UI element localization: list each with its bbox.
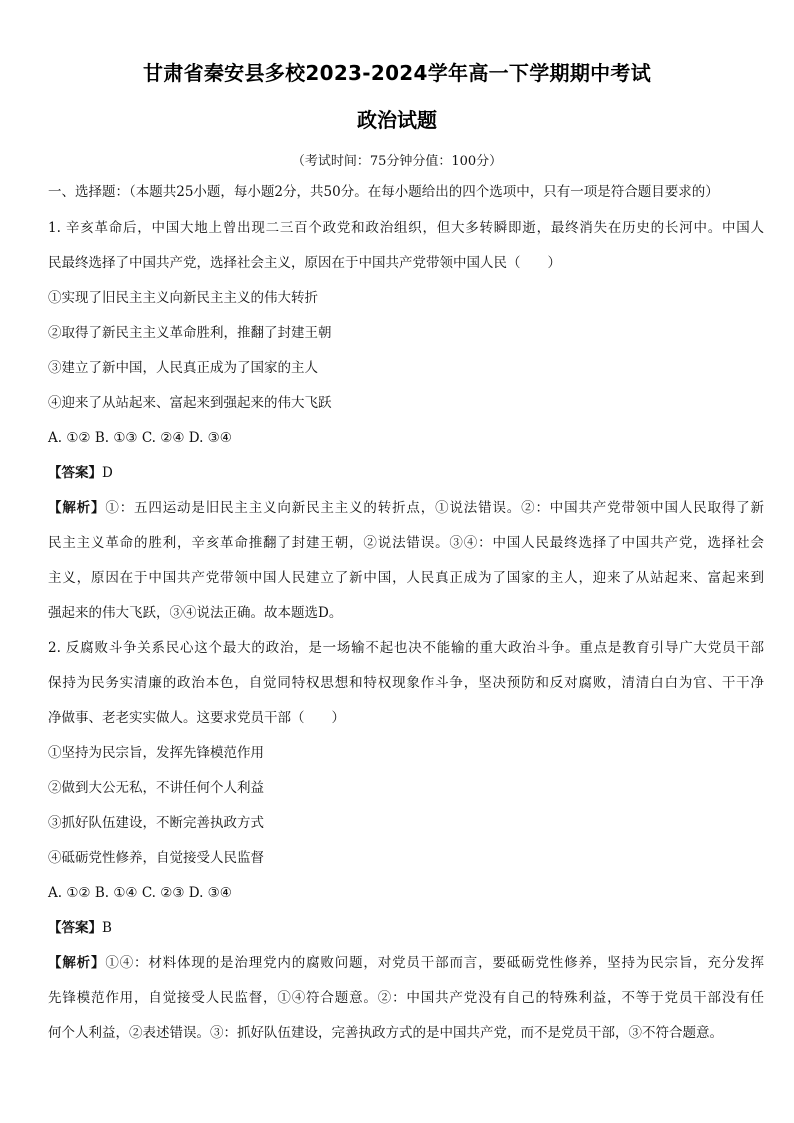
q1-stem-line: 民最终选择了中国共产党，选择社会主义，原因在于中国共产党带领中国人民（ ） <box>48 255 561 271</box>
exam-subtitle: 政治试题 <box>357 108 437 132</box>
q1-analysis-line: 民主主义革命的胜利，辛亥革命推翻了封建王朝，②说法错误。③④：中国人民最终选择了中国共产党，选择社会 <box>48 535 764 551</box>
exam-title: 甘肃省秦安县多校2023-2024学年高一下学期期中考试 <box>142 61 652 85</box>
q1-stem-line: 1. 辛亥革命后，中国大地上曾出现二三百个政党和政治组织，但大多转瞬即逝，最终消失在历史的长河中。中国人 <box>48 220 764 236</box>
q1-analysis-line: 主义，原因在于中国共产党带领中国人民建立了新中国，人民真正成为了国家的主人，迎来了从站起来、富起来到 <box>48 570 764 586</box>
q2-stem-line: 保持为民务实清廉的政治本色，自觉同特权思想和特权现象作斗争，坚决预防和反对腐败，清清白白为官、干干净 <box>48 675 764 691</box>
q1-choices: A. ①② B. ①③ C. ②④ D. ③④ <box>48 430 232 446</box>
q2-option: ②做到大公无私，不讲任何个人利益 <box>48 780 264 796</box>
section-heading: 一、选择题：（本题共25小题，每小题2分，共50分。在每小题给出的四个选项中，只有一项是符合题目要求的） <box>48 184 719 200</box>
q1-option: ③建立了新中国，人民真正成为了国家的主人 <box>48 360 318 376</box>
q1-analysis-line: 强起来的伟大飞跃，③④说法正确。故本题选D。 <box>48 605 343 621</box>
answer-label: 【答案】 <box>48 465 102 481</box>
q1-option: ④迎来了从站起来、富起来到强起来的伟大飞跃 <box>48 395 332 411</box>
answer-value: B <box>102 920 112 936</box>
analysis-text: ①：五四运动是旧民主主义向新民主主义的转折点，①说法错误。②：中国共产党带领中国人民取得了新 <box>105 500 765 516</box>
q2-option: ④砥砺党性修养，自觉接受人民监督 <box>48 850 264 866</box>
q1-option: ①实现了旧民主主义向新民主主义的伟大转折 <box>48 290 318 306</box>
q2-analysis-line: 何个人利益，②表述错误。③：抓好队伍建设，完善执政方式的是中国共产党，而不是党员干部，③不符合题意。 <box>48 1025 723 1041</box>
q2-choices: A. ①② B. ①④ C. ②③ D. ③④ <box>48 885 232 901</box>
q1-option: ②取得了新民主主义革命胜利，推翻了封建王朝 <box>48 325 332 341</box>
analysis-label: 【解析】 <box>48 955 106 971</box>
q2-option: ③抓好队伍建设，不断完善执政方式 <box>48 815 264 831</box>
q2-option: ①坚持为民宗旨，发挥先锋模范作用 <box>48 745 264 761</box>
q1-answer <box>48 464 113 482</box>
q2-analysis-line <box>48 954 764 972</box>
exam-info: （考试时间：75分钟分值：100分） <box>291 154 503 169</box>
q2-stem-line: 净做事、老老实实做人。这要求党员干部（ ） <box>48 710 345 726</box>
q1-analysis-line <box>48 499 764 517</box>
answer-value: D <box>102 465 113 481</box>
q2-stem-line: 2. 反腐败斗争关系民心这个最大的政治，是一场输不起也决不能输的重大政治斗争。重点是教育引导广大党员干部 <box>48 640 764 656</box>
answer-label: 【答案】 <box>48 920 102 936</box>
q2-answer <box>48 919 112 937</box>
analysis-text: ①④：材料体现的是治理党内的腐败问题，对党员干部而言，要砥砺党性修养，坚持为民宗旨，充分发挥 <box>105 955 765 971</box>
analysis-label: 【解析】 <box>48 500 106 516</box>
q2-analysis-line: 先锋模范作用，自觉接受人民监督，①④符合题意。②：中国共产党没有自己的特殊利益，不等于党员干部没有任 <box>48 990 764 1006</box>
